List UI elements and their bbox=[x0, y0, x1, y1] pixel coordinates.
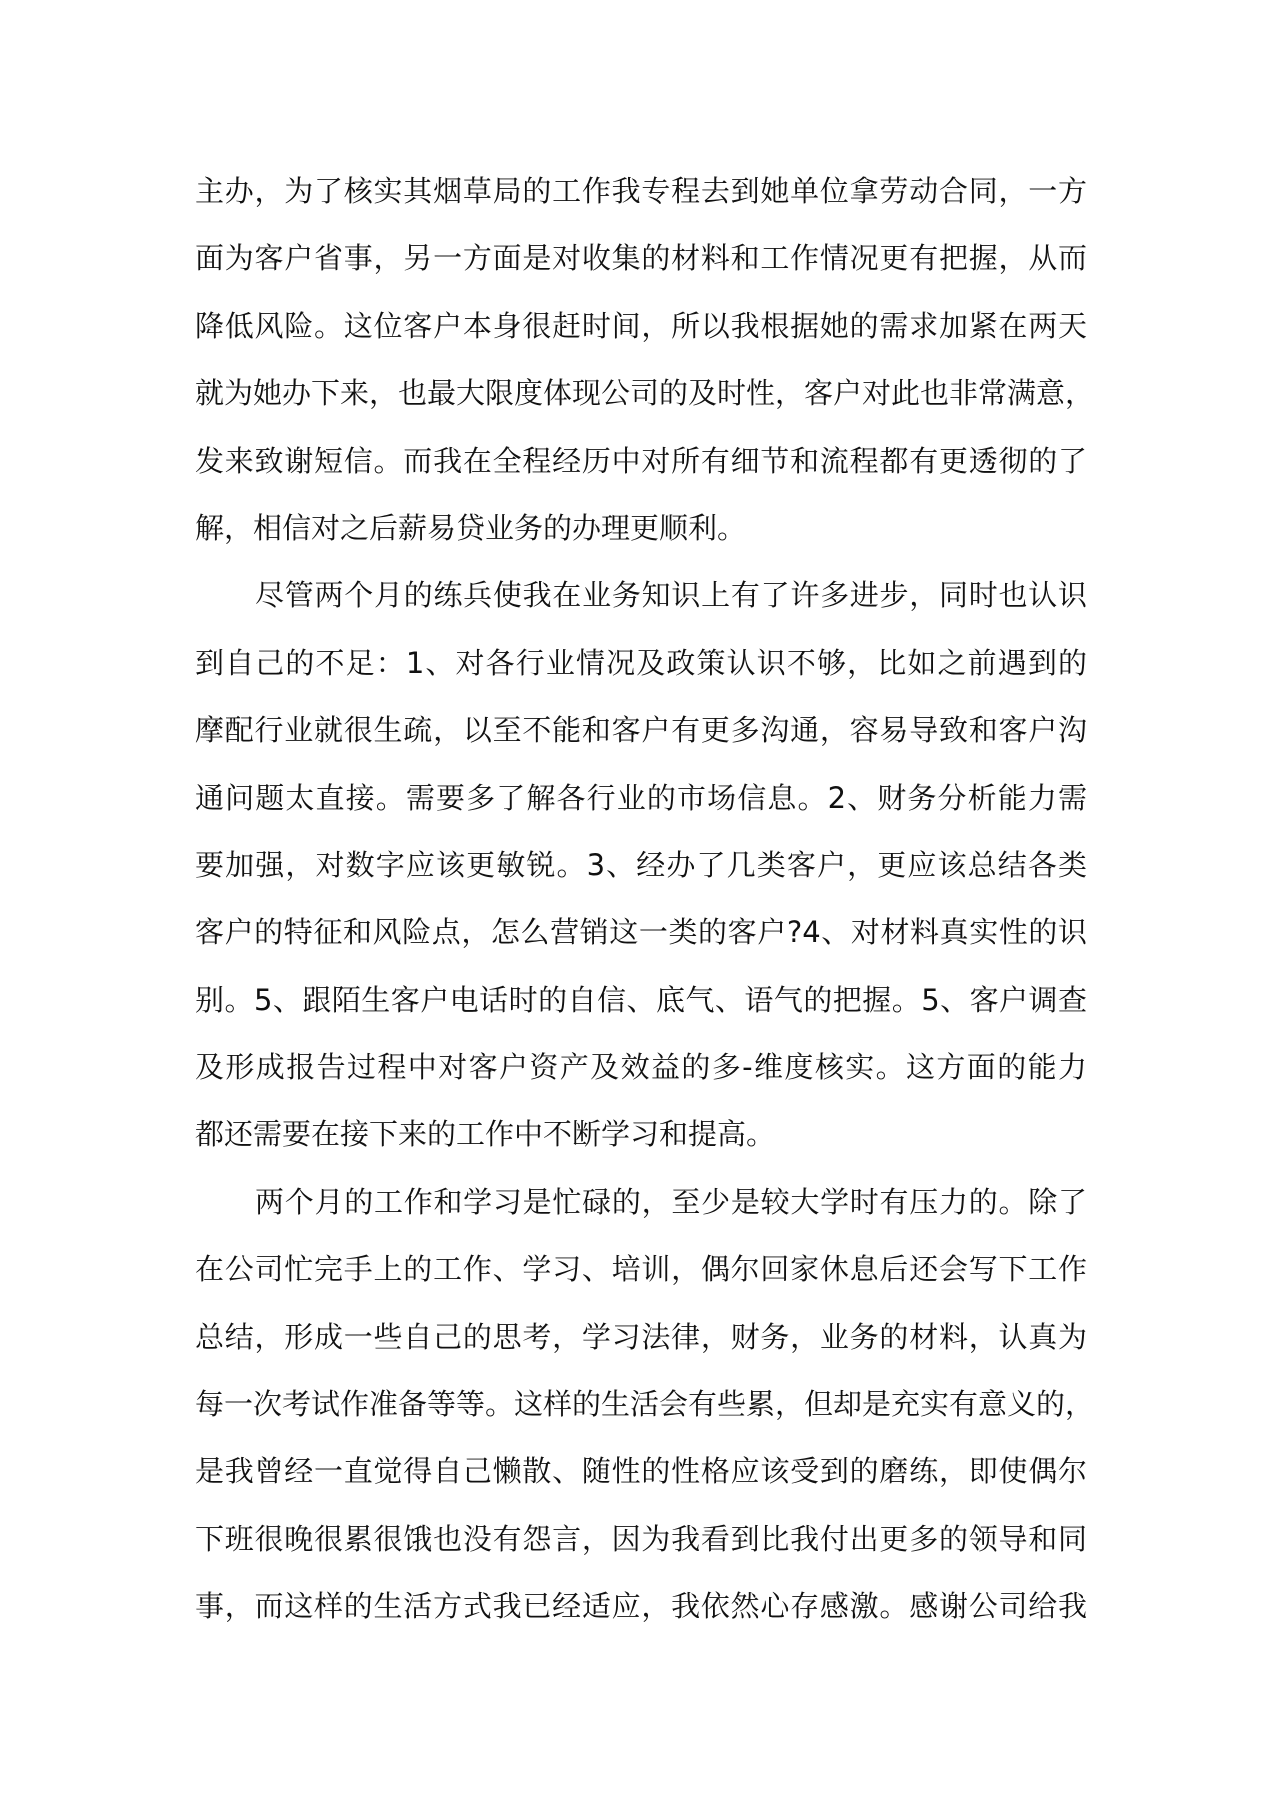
text-line: 下班很晚很累很饿也没有怨言，因为我看到比我付出更多的领导和同 bbox=[195, 1521, 1087, 1556]
paragraph-2 bbox=[195, 562, 1087, 1169]
text-line: 面为客户省事，另一方面是对收集的材料和工作情况更有把握，从而 bbox=[195, 241, 1087, 276]
text-line: 摩配行业就很生疏，以至不能和客户有更多沟通，容易导致和客户沟 bbox=[195, 713, 1087, 748]
text-line: 要加强，对数字应该更敏锐。3、经办了几类客户，更应该总结各类 bbox=[195, 847, 1087, 882]
text-line: 别。5、跟陌生客户电话时的自信、底气、语气的把握。5、客户调查 bbox=[195, 982, 1087, 1017]
text-line: 尽管两个月的练兵使我在业务知识上有了许多进步，同时也认识 bbox=[255, 578, 1087, 613]
paragraph-1 bbox=[195, 158, 1095, 562]
text-line: 每一次考试作准备等等。这样的生活会有些累，但却是充实有意义的， bbox=[195, 1387, 1095, 1422]
text-line: 是我曾经一直觉得自己懒散、随性的性格应该受到的磨练，即使偶尔 bbox=[195, 1454, 1087, 1489]
text-line: 事，而这样的生活方式我已经适应，我依然心存感激。感谢公司给我 bbox=[195, 1589, 1087, 1624]
text-line: 及形成报告过程中对客户资产及效益的多-维度核实。这方面的能力 bbox=[195, 1050, 1087, 1085]
text-line: 在公司忙完手上的工作、学习、培训，偶尔回家休息后还会写下工作 bbox=[195, 1252, 1087, 1287]
text-line: 总结，形成一些自己的思考，学习法律，财务，业务的材料，认真为 bbox=[195, 1319, 1087, 1354]
text-line: 通问题太直接。需要多了解各行业的市场信息。2、财务分析能力需 bbox=[195, 780, 1087, 815]
text-line: 主办，为了核实其烟草局的工作我专程去到她单位拿劳动合同，一方 bbox=[195, 174, 1087, 208]
text-line: 降低风险。这位客户本身很赶时间，所以我根据她的需求加紧在两天 bbox=[195, 308, 1087, 343]
paragraph-3 bbox=[195, 1169, 1095, 1641]
text-line: 就为她办下来，也最大限度体现公司的及时性，客户对此也非常满意， bbox=[195, 376, 1095, 411]
text-line: 都还需要在接下来的工作中不断学习和提高。 bbox=[195, 1117, 776, 1152]
text-line: 两个月的工作和学习是忙碌的，至少是较大学时有压力的。除了 bbox=[255, 1184, 1087, 1219]
text-line: 解，相信对之后薪易贷业务的办理更顺利。 bbox=[195, 510, 747, 545]
document-body bbox=[195, 158, 1095, 1641]
text-line: 到自己的不足：1、对各行业情况及政策认识不够，比如之前遇到的 bbox=[195, 645, 1087, 680]
text-line: 发来致谢短信。而我在全程经历中对所有细节和流程都有更透彻的了 bbox=[195, 443, 1087, 478]
text-line: 客户的特征和风险点，怎么营销这一类的客户?4、对材料真实性的识 bbox=[195, 915, 1087, 950]
